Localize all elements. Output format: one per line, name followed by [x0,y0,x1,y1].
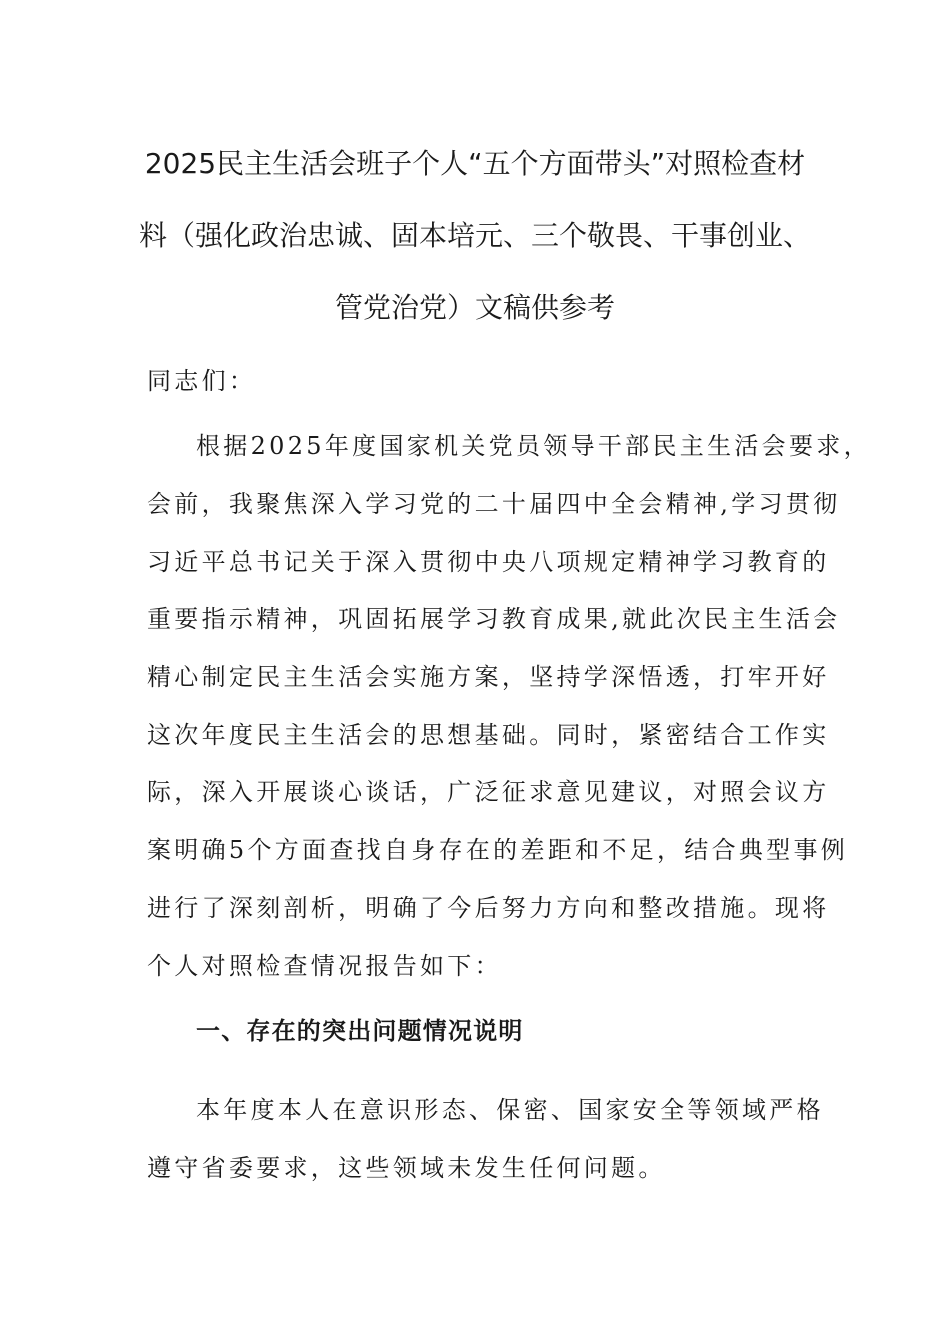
document-title [60,128,890,344]
intro-line-1: 根据2025年度国家机关党员领导干部民主生活会要求， [196,432,871,460]
section-heading: 一、存在的突出问题情况说明 [196,1017,524,1045]
intro-line-7: 际，深入开展谈心谈话，广泛征求意见建议，对照会议方 [147,778,830,806]
section-line-2: 遵守省委要求，这些领域未发生任何问题。 [147,1154,666,1182]
intro-line-8: 案明确5个方面查找自身存在的差距和不足，结合典型事例 [147,836,849,864]
intro-line-5: 精心制定民主生活会实施方案，坚持学深悟透，打牢开好 [147,663,830,691]
title-line-2: 料（强化政治忠诚、固本培元、三个敬畏、干事创业、 [138,219,811,252]
intro-line-9: 进行了深刻剖析，明确了今后努力方向和整改措施。现将 [147,894,830,922]
section-line-1: 本年度本人在意识形态、保密、国家安全等领域严格 [196,1096,824,1124]
intro-line-3: 习近平总书记关于深入贯彻中央八项规定精神学习教育的 [147,548,830,576]
intro-line-4: 重要指示精神，巩固拓展学习教育成果,就此次民主生活会 [147,605,841,633]
intro-line-10: 个人对照检查情况报告如下： [147,952,502,980]
title-line-1: 2025民主生活会班子个人“五个方面带头”对照检查材 [144,147,806,180]
intro-line-6: 这次年度民主生活会的思想基础。同时，紧密结合工作实 [147,721,830,749]
salutation: 同志们： [147,367,257,395]
title-line-3: 管党治党）文稿供参考 [334,291,615,324]
intro-line-2: 会前，我聚焦深入学习党的二十届四中全会精神,学习贯彻 [147,490,841,518]
